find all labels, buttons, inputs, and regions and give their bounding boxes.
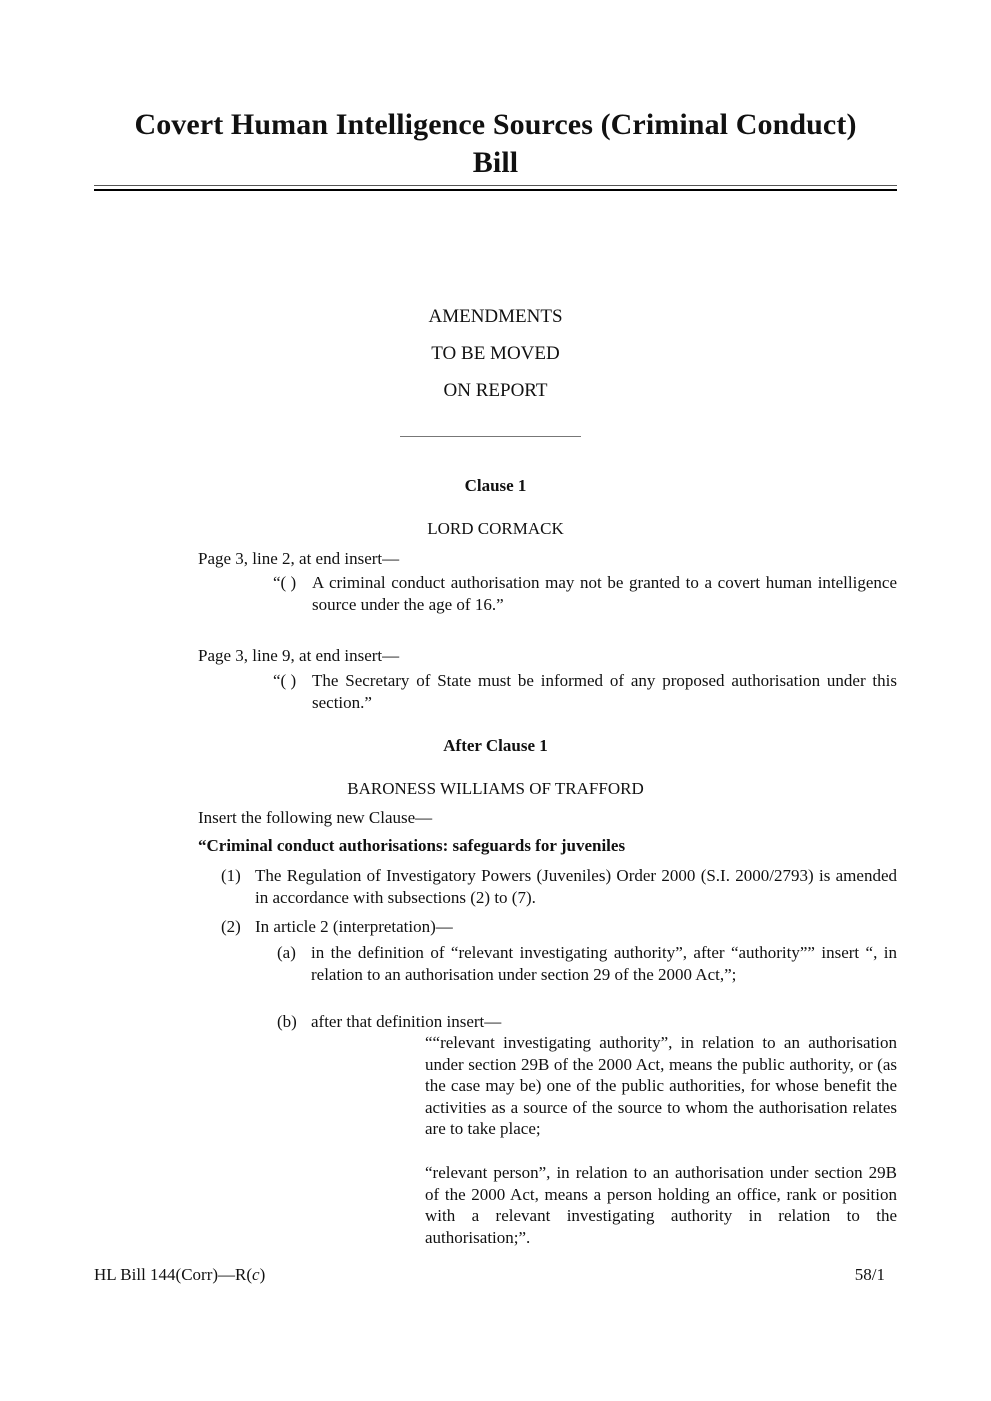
paragraph-number: (b) [277,1012,297,1031]
member-name-lord-cormack: LORD CORMACK [427,519,564,538]
amendment-marker: “( ) [273,671,297,690]
paragraph-text: after that definition insert— [311,1012,502,1031]
subsection-text: The Regulation of Investigatory Powers (Juveniles) Order 2000 (S.I. 2000/2793) is amended in accordance with subsections (2) to (7). [255,866,897,907]
bill-reference-suffix: ) [259,1265,266,1284]
amendment-text: A criminal conduct authorisation may not be granted to a covert human intelligence source under the age of 16.” [312,573,897,614]
amendment-marker: “( ) [273,573,297,592]
heading-to-be-moved: TO BE MOVED [431,343,560,364]
title-rule-thin [94,185,897,186]
subsection-number: (2) [221,917,241,936]
new-clause-title: “Criminal conduct authorisations: safeguards for juveniles [198,836,626,855]
bill-title-line-2: Bill [472,146,519,179]
heading-on-report: ON REPORT [443,380,548,401]
bill-reference [94,1264,265,1286]
section-separator [400,436,581,437]
bill-reference-italic: c [252,1265,260,1284]
amendment-location: Page 3, line 2, at end insert— [198,549,400,568]
inserted-definition: ““relevant investigating authority”, in relation to an authorisation under section 29B of the 2000 Act, means the public authority, or (as the case may be) one of the public authorities, for whose benefit the activities as a source of the source to whom the authorisation relates are to take place; [425,1033,897,1138]
amendment-location: Page 3, line 9, at end insert— [198,646,400,665]
page-reference: 58/1 [854,1265,885,1284]
subsection-text: In article 2 (interpretation)— [255,917,453,936]
inserted-definition: “relevant person”, in relation to an authorisation under section 29B of the 2000 Act, means a person holding an office, rank or position with a relevant investigating authority in relation to the authorisation;”. [425,1163,897,1247]
clause-heading-clause-1: Clause 1 [464,476,527,495]
amendment-text: The Secretary of State must be informed of any proposed authorisation under this section.” [312,671,897,712]
title-rule-thick [94,189,897,191]
subsection-number: (1) [221,866,241,885]
paragraph-text: in the definition of “relevant investigating authority”, after “authority”” insert “, in relation to an authorisation under section 29 of the 2000 Act,”; [311,943,897,984]
insert-instruction: Insert the following new Clause— [198,808,433,827]
bill-reference-prefix: HL Bill 144(Corr)—R( [94,1265,253,1284]
clause-heading-after-clause-1: After Clause 1 [443,736,548,755]
bill-title-line-1: Covert Human Intelligence Sources (Criminal Conduct) [134,108,857,141]
bill-title [94,106,897,182]
heading-amendments: AMENDMENTS [428,306,563,327]
paragraph-number: (a) [277,943,296,962]
member-name-baroness-williams: BARONESS WILLIAMS OF TRAFFORD [347,779,644,798]
